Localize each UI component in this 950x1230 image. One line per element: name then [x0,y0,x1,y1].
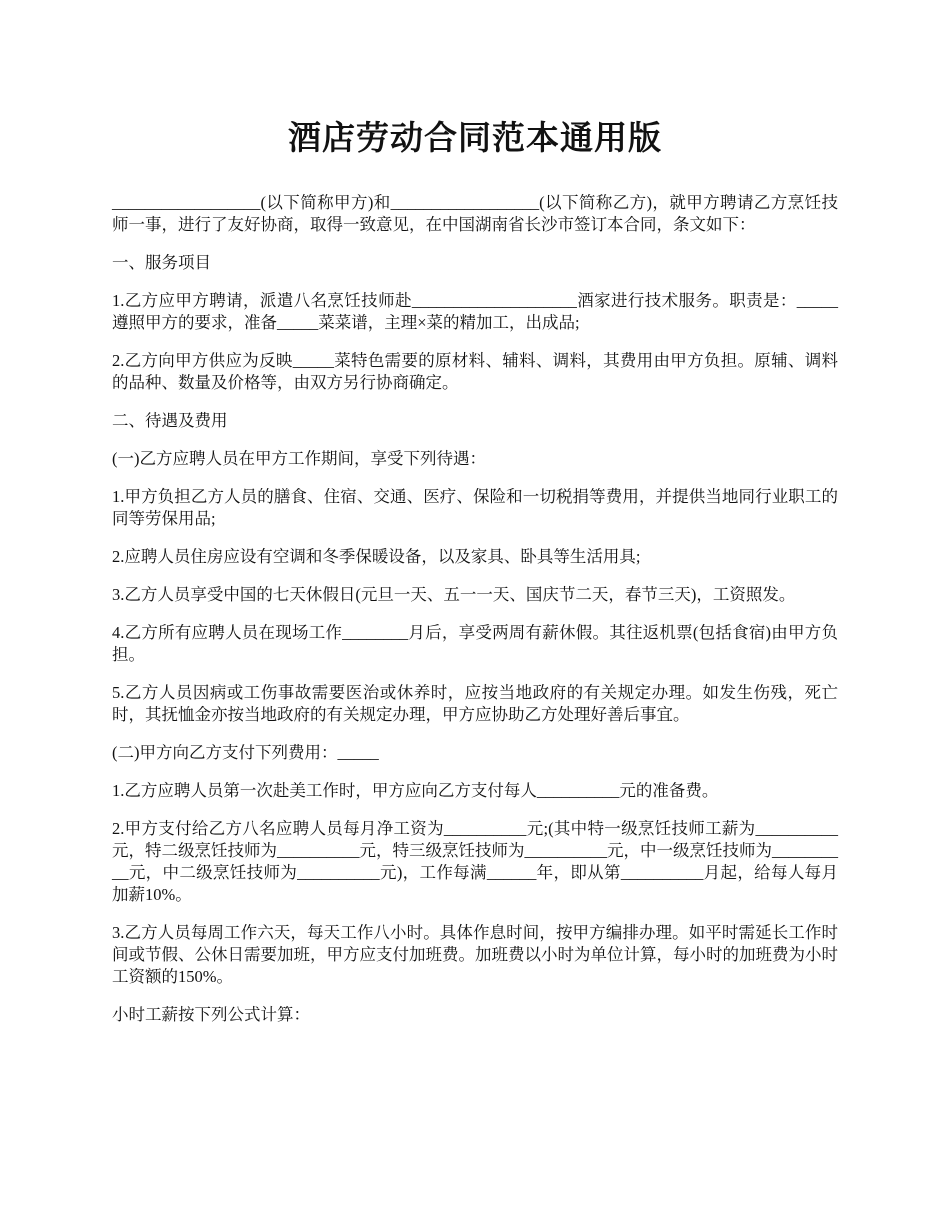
clause-benefit-1: 1.甲方负担乙方人员的膳食、住宿、交通、医疗、保险和一切税捐等费用，并提供当地同行业职工的同等劳保用品; [112,487,838,528]
document-title: 酒店劳动合同范本通用版 [288,118,662,157]
subsection-fees: (二)甲方向乙方支付下列费用：_____ [112,743,379,762]
section-heading-benefits-and-fees: 二、待遇及费用 [112,411,228,430]
contract-intro: __________________(以下简称甲方)和__________________(以下简称乙方)，就甲方聘请乙方烹饪技师一事，进行了友好协商，取得一致意见，在中国湖南省长沙市签订本合同，条文如下： [112,193,838,234]
clause-fee-1: 1.乙方应聘人员第一次赴美工作时，甲方应向乙方支付每人__________元的准备费。 [112,781,719,800]
clause-service-1: 1.乙方应甲方聘请，派遣八名烹饪技师赴____________________酒家进行技术服务。职责是：_____遵照甲方的要求，准备_____菜菜谱，主理×菜的精加工，出成品; [112,291,838,332]
hourly-wage-formula-intro: 小时工薪按下列公式计算： [112,1005,310,1024]
clause-benefit-3: 3.乙方人员享受中国的七天休假日(元旦一天、五一一天、国庆节二天，春节三天)，工资照发。 [112,585,796,604]
clause-fee-3: 3.乙方人员每周工作六天，每天工作八小时。具体作息时间，按甲方编排办理。如平时需延长工作时间或节假、公休日需要加班，甲方应支付加班费。加班费以小时为单位计算，每小时的加班费为小时工资额的150%。 [112,923,838,986]
clause-benefit-4: 4.乙方所有应聘人员在现场工作________月后，享受两周有薪休假。其往返机票(包括食宿)由甲方负担。 [112,623,838,664]
clause-fee-2: 2.甲方支付给乙方八名应聘人员每月净工资为__________元;(其中特一级烹饪技师工薪为__________元，特二级烹饪技师为__________元，特三级烹饪技师为__________元，中一级烹饪技师为__________元，中二级烹饪技师为__________元)，工作每满______年，即从第__________月起，给每人每月加薪10%。 [112,819,838,904]
clause-benefit-2: 2.应聘人员住房应设有空调和冬季保暖设备，以及家具、卧具等生活用具; [112,547,641,566]
clause-benefit-5: 5.乙方人员因病或工伤事故需要医治或休养时，应按当地政府的有关规定办理。如发生伤残，死亡时，其抚恤金亦按当地政府的有关规定办理，甲方应协助乙方处理好善后事宜。 [112,683,838,724]
clause-service-2: 2.乙方向甲方供应为反映_____菜特色需要的原材料、辅料、调料，其费用由甲方负担。原辅、调料的品种、数量及价格等，由双方另行协商确定。 [112,351,838,392]
section-heading-service-items: 一、服务项目 [112,253,211,272]
document-body [112,192,838,1026]
subsection-benefits: (一)乙方应聘人员在甲方工作期间，享受下列待遇： [112,449,486,468]
